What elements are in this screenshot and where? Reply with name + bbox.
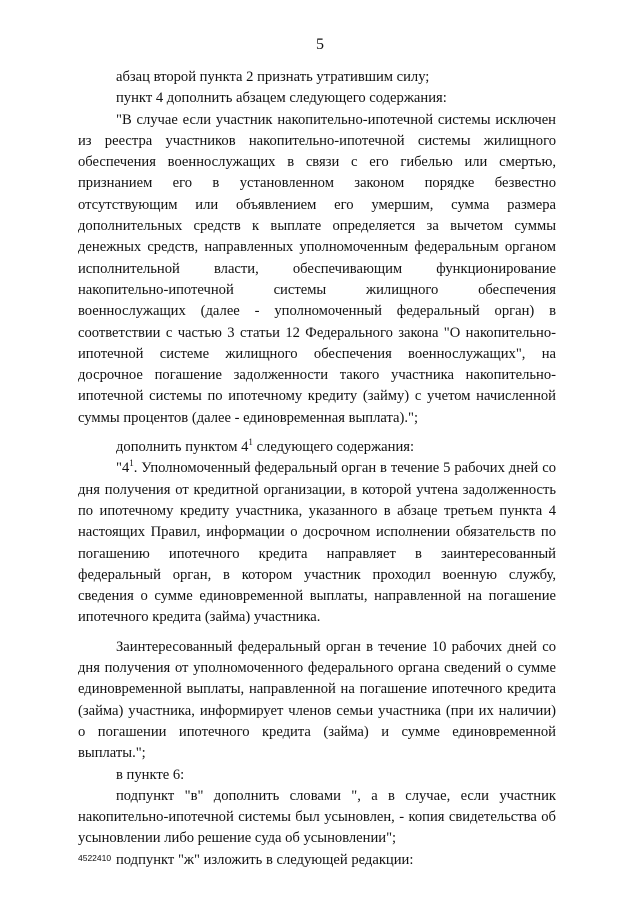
text-fragment: следующего содержания:: [252, 439, 415, 456]
document-code: 4522410: [78, 853, 112, 863]
paragraph-zainteresovanny-organ: Заинтересованный федеральный орган в течение 10 рабочих дней со дня получения от уполномоченного федерального органа сведений о сумме единовременной выплаты, направленной на погашение ипотечного кредита (займа) участника, информирует членов семьи участника (при их наличии) о погашении ипотечного кредита (займа) и сумме единовременной выплаты.";: [78, 638, 556, 762]
paragraph-podpunkt-v: подпункт "в" дополнить словами ", а в случае, если участник накопительно-ипотечной системы был усыновлен, - копия свидетельства об усыновлении либо решение суда об усыновлении";: [78, 787, 556, 847]
superscript: 1: [248, 437, 253, 448]
text-fragment: "4: [116, 460, 130, 477]
paragraph-punkt-4-1-text: [78, 458, 556, 628]
paragraph-podpunkt-zh: подпункт "ж" изложить в следующей редакции:: [116, 851, 414, 868]
paragraph-punkt-4-text: "В случае если участник накопительно-ипотечной системы исключен из реестра участников накопительно-ипотечной системы жилищного обеспечения военнослужащих в связи с его гибелью или смертью, признанием его в установленном законом порядке безвестно отсутствующим или объявлением его умершим, сумма размера дополнительных средств к выплате определяется за вычетом суммы денежных средств, направленных уполномоченным федеральным органом исполнительной власти, обеспечивающим функционирование накопительно-ипотечной системы жилищного обеспечения военнослужащих (далее - уполномоченный федеральный орган) в соответствии с частью 3 статьи 12 Федерального закона "О накопительно-ипотечной системе жилищного обеспечения военнослужащих", на досрочное погашение задолженности такого участника накопительно-ипотечной системы по ипотечному кредиту (займу) с учетом начисленной суммы процентов (далее - единовременная выплата).";: [78, 111, 556, 426]
document-body: [78, 67, 556, 871]
paragraph-punkt-4-intro: пункт 4 дополнить абзацем следующего содержания:: [116, 90, 447, 107]
paragraph-punkt-4-1-intro: [78, 437, 556, 458]
paragraph-abzac-vtoroy: абзац второй пункта 2 признать утратившим силу;: [116, 69, 430, 85]
page-number: 5: [316, 36, 324, 53]
paragraph-punkt-6-intro: в пункте 6:: [116, 766, 185, 783]
superscript: 1: [129, 458, 134, 469]
text-fragment: . Уполномоченный федеральный орган в течение 5 рабочих дней со дня получения от кредитной организации, в которой учтена задолженность по ипотечному кредиту участника, указанного в абзаце третьем пункта 4 настоящих Правил, информации о досрочном исполнении обязательств по погашению ипотечного кредита направляет в заинтересованный федеральный орган, в котором участник проходил военную службу, сведения о сумме единовременной выплаты, направленной на погашение ипотечного кредита (займа) участника.: [78, 460, 556, 626]
text-fragment: дополнить пунктом 4: [116, 439, 249, 456]
